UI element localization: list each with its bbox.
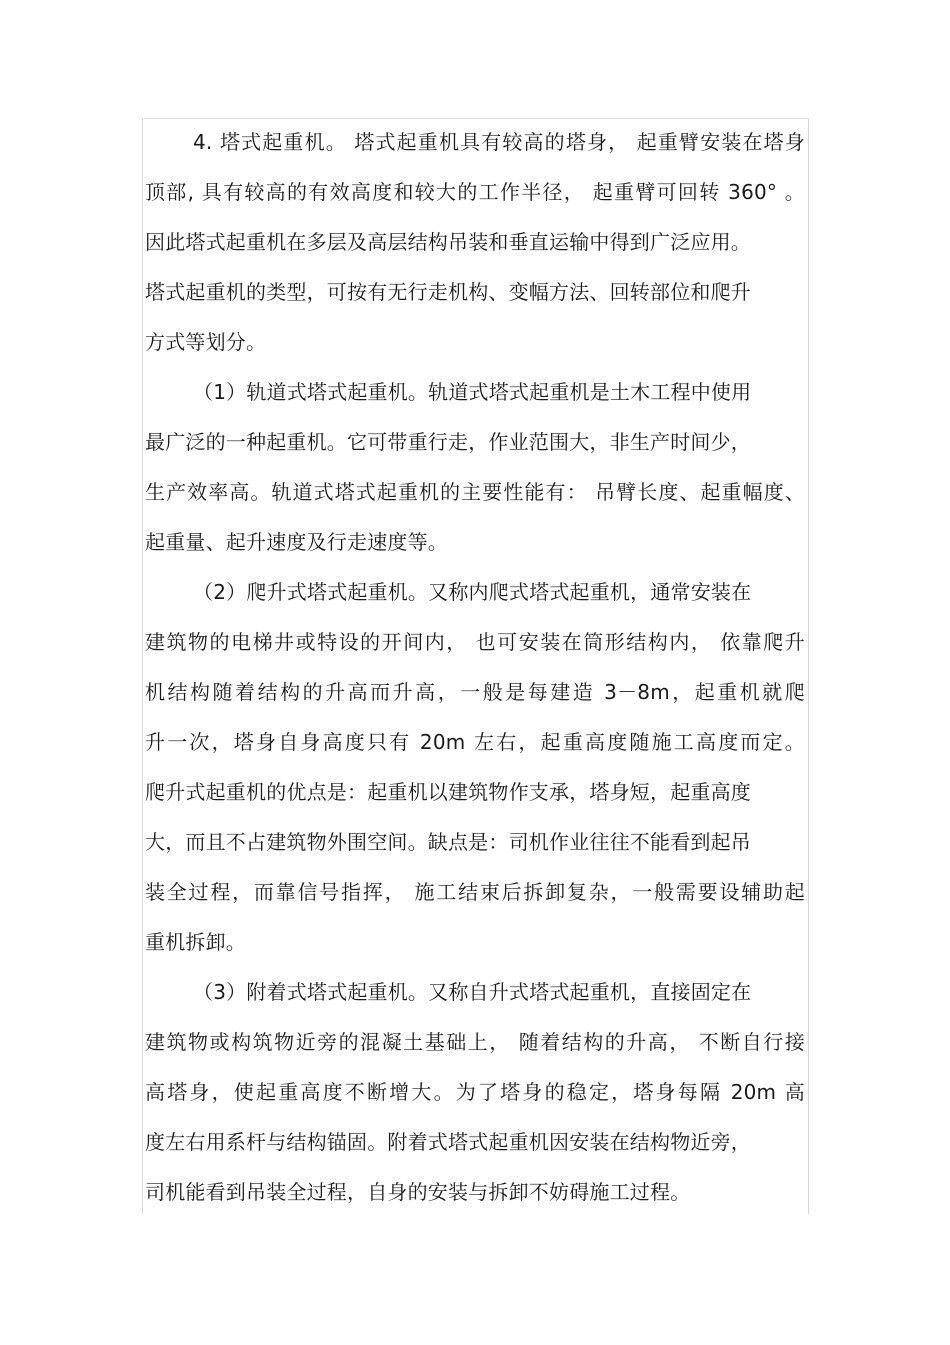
text-line: 司机能看到吊装全过程，自身的安装与拆卸不妨碍施工过程。 [145, 1180, 691, 1204]
text-line: 装全过程，而靠信号指挥， 施工结束后拆卸复杂，一般需要设辅助起 [145, 880, 805, 904]
text-line: 建筑物或构筑物近旁的混凝土基础上， 随着结构的升高， 不断自行接 [145, 1030, 805, 1054]
text-line: 大，而且不占建筑物外围空间。缺点是：司机作业往往不能看到起吊 [145, 830, 751, 854]
text-line: 因此塔式起重机在多层及高层结构吊装和垂直运输中得到广泛应用。 [145, 230, 751, 254]
text-line: 重机拆卸。 [145, 930, 246, 954]
text-line: 机结构随着结构的升高而升高，一般是每建造 3－8m，起重机就爬 [145, 680, 805, 704]
text-line: 起重量、起升速度及行走速度等。 [145, 530, 448, 554]
text-line: 生产效率高。轨道式塔式起重机的主要性能有： 吊臂长度、起重幅度、 [145, 480, 805, 504]
text-line: （1）轨道式塔式起重机。轨道式塔式起重机是土木工程中使用 [193, 380, 752, 404]
text-line: 最广泛的一种起重机。它可带重行走，作业范围大，非生产时间少， [145, 430, 751, 454]
text-line: 建筑物的电梯井或特设的开间内， 也可安装在筒形结构内， 依靠爬升 [145, 630, 805, 654]
text-line: 塔式起重机的类型，可按有无行走机构、变幅方法、回转部位和爬升 [145, 280, 751, 304]
text-line: 4. 塔式起重机。 塔式起重机具有较高的塔身， 起重臂安装在塔身 [193, 130, 805, 154]
text-line: （2）爬升式塔式起重机。又称内爬式塔式起重机，通常安装在 [193, 580, 752, 604]
text-line: 爬升式起重机的优点是：起重机以建筑物作支承，塔身短，起重高度 [145, 780, 751, 804]
text-line: 升一次，塔身自身高度只有 20m 左右，起重高度随施工高度而定。 [145, 730, 805, 754]
text-line: （3）附着式塔式起重机。又称自升式塔式起重机，直接固定在 [193, 980, 752, 1004]
text-line: 高塔身，使起重高度不断增大。为了塔身的稳定，塔身每隔 20m 高 [145, 1080, 805, 1104]
text-line: 度左右用系杆与结构锚固。附着式塔式起重机因安装在结构物近旁， [145, 1130, 751, 1154]
document-body [145, 122, 805, 1222]
text-line: 顶部, 具有较高的有效高度和较大的工作半径， 起重臂可回转 360° 。 [145, 180, 805, 204]
text-line: 方式等划分。 [145, 330, 267, 354]
